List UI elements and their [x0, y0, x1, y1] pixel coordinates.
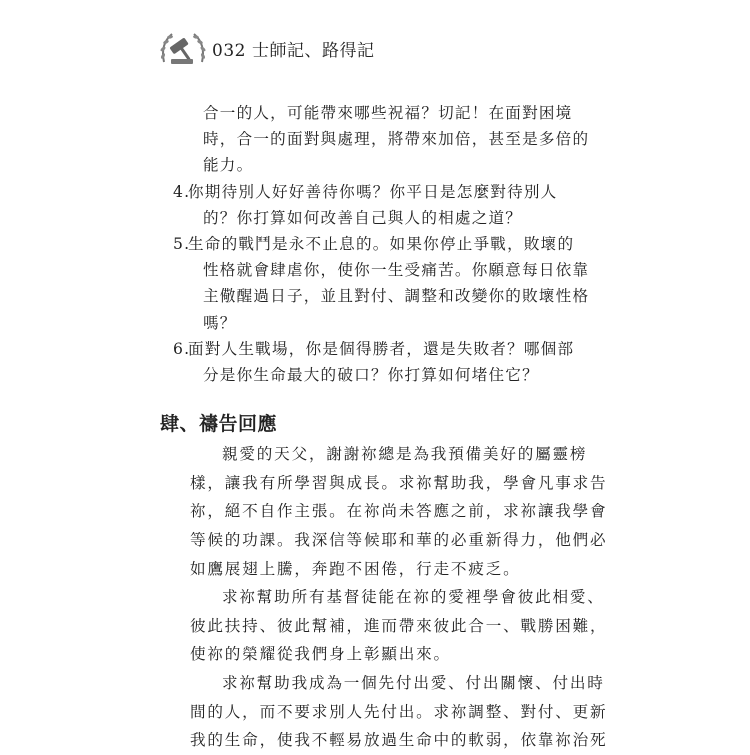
prayer-paragraph	[160, 669, 608, 755]
prayer-line: 間的人，而不要求別人先付出。求祢調整、對付、更新	[190, 702, 608, 721]
question-line: 6.面對人生戰場，你是個得勝者，還是失敗者？哪個部	[160, 336, 560, 362]
question-line: 嗎？	[203, 313, 237, 332]
prayer-line: 求祢幫助我成為一個先付出愛、付出關懷、付出時	[222, 673, 605, 692]
prayer-paragraph	[160, 440, 608, 583]
continuation-line: 能力。	[203, 156, 254, 175]
question-line: 分是你生命最大的破口？你打算如何堵住它？	[203, 366, 539, 385]
prayer-line: 使祢的榮耀從我們身上彰顯出來。	[190, 645, 451, 664]
page-header	[158, 28, 374, 68]
gavel-laurel-emblem-icon	[158, 28, 208, 68]
question-number: 4.	[173, 182, 191, 201]
prayer-line: 樣，讓我有所學習與成長。求祢幫助我，學會凡事求告	[190, 473, 608, 492]
question-number: 6.	[173, 339, 191, 358]
prayer-line: 祢，絕不自作主張。在祢尚未答應之前，求祢讓我學會	[190, 502, 608, 521]
prayer-line: 我的生命，使我不輕易放過生命中的軟弱，依靠祢治死	[190, 731, 608, 750]
prayer-line: 親愛的天父，謝謝祢總是為我預備美好的屬靈榜	[222, 445, 588, 464]
prayer-line: 彼此扶持、彼此幫補，進而帶來彼此合一、戰勝困難，	[190, 616, 608, 635]
question-number: 5.	[173, 235, 191, 254]
page-number: 032	[212, 40, 246, 61]
prayer-line: 如鷹展翅上騰，奔跑不困倦，行走不疲乏。	[190, 559, 521, 578]
chapter-title: 士師記、路得記	[251, 40, 375, 61]
prayer-paragraph	[160, 583, 608, 669]
continuation-line: 合一的人，可能帶來哪些祝福？切記！在面對困境	[203, 104, 573, 122]
question-item	[160, 336, 575, 388]
question-line: 5.生命的戰鬥是永不止息的。如果你停止爭戰，敗壞的	[160, 231, 560, 257]
section-title: 肆、禱告回應	[160, 413, 278, 436]
prayer-line: 求祢幫助所有基督徒能在祢的愛裡學會彼此相愛、	[222, 588, 605, 607]
prayer-line: 等候的功課。我深信等候耶和華的必重新得力，他們必	[190, 531, 608, 550]
question-item	[160, 231, 590, 336]
continuation-line: 時，合一的面對與處理，將帶來加倍，甚至是多倍的	[203, 130, 590, 149]
question-line: 4.你期待別人好好善待你嗎？你平日是怎麼對待別人	[160, 179, 560, 205]
question-line: 的？你打算如何改善自己與人的相處之道？	[203, 208, 523, 227]
question-line: 主儆醒過日子，並且對付、調整和改變你的敗壞性格	[203, 287, 590, 306]
page-content	[160, 100, 608, 755]
page-header-text	[212, 36, 374, 61]
question-item	[160, 179, 560, 231]
question-line: 性格就會肆虐你，使你一生受痛苦。你願意每日依靠	[203, 261, 590, 280]
